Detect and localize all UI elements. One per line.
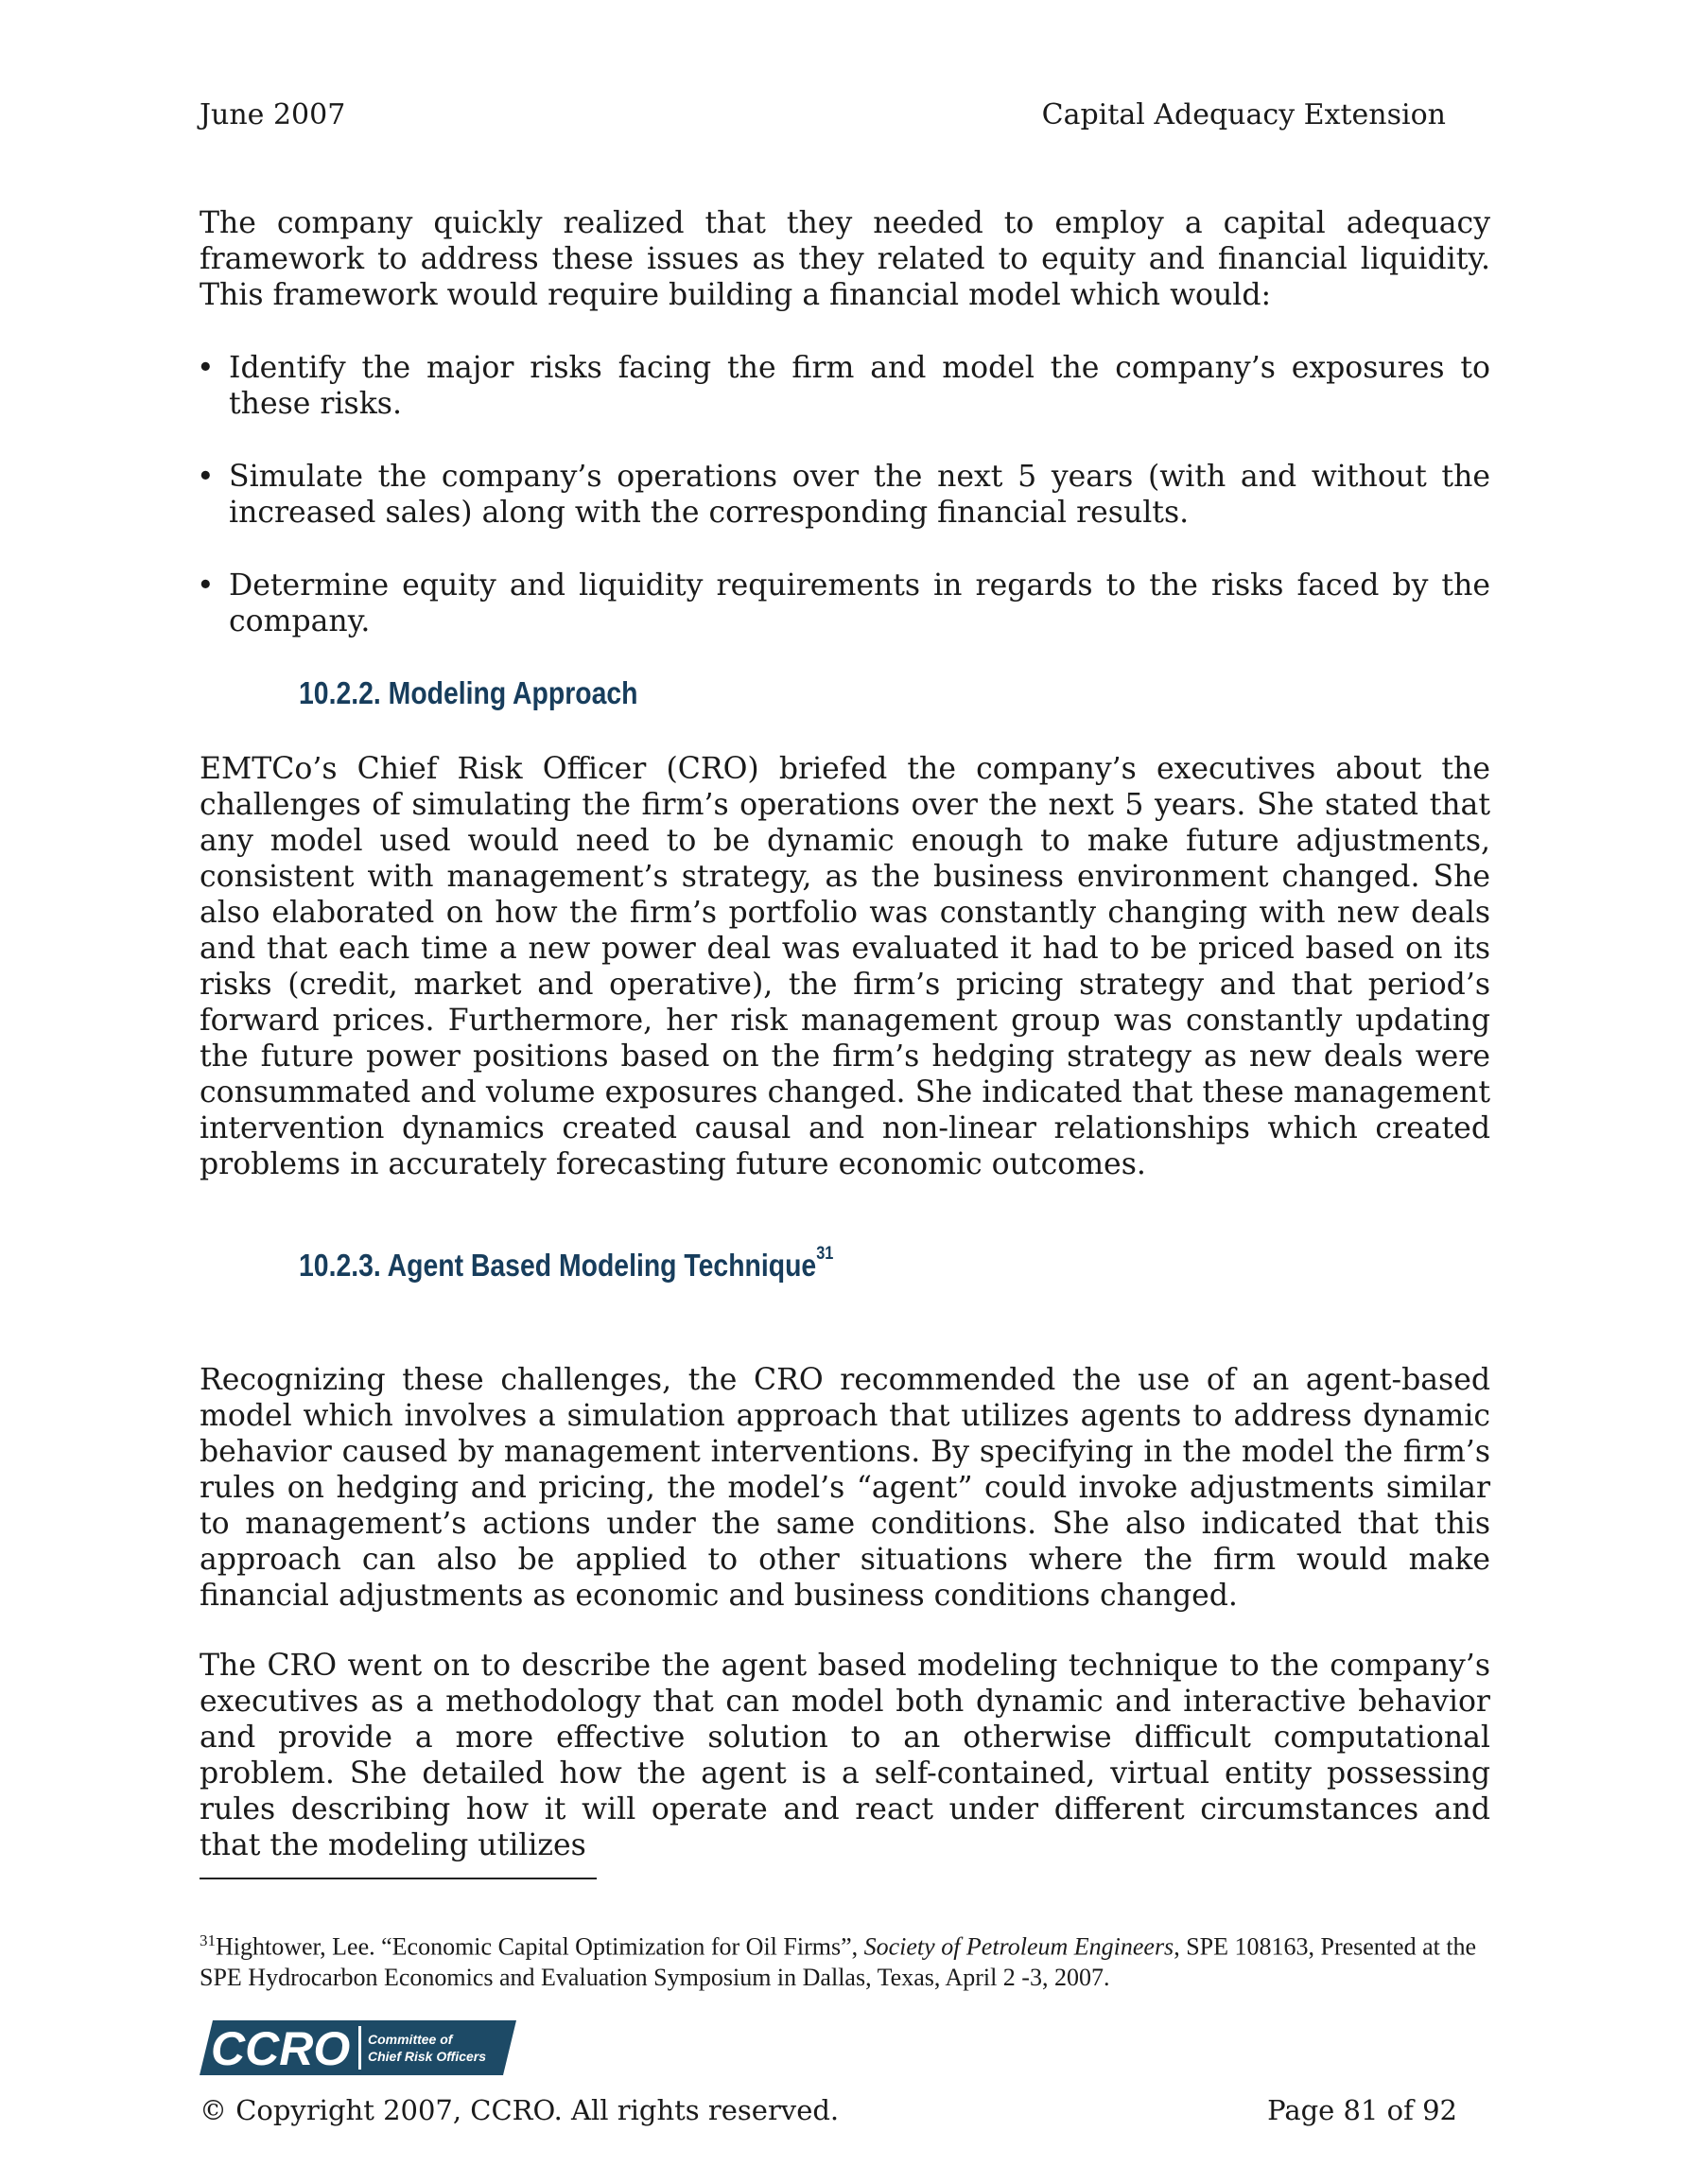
requirements-list bbox=[195, 350, 1490, 676]
ccro-logo-mark bbox=[200, 2020, 516, 2075]
list-item bbox=[195, 568, 1490, 639]
section-heading-modeling-approach: 10.2.2. Modeling Approach bbox=[299, 675, 638, 710]
section-heading-agent-based bbox=[299, 1244, 834, 1284]
agent-based-paragraph-1: Recognizing these challenges, the CRO recommended the use of an agent-based model which involves a simulation approach that utilizes agents to address dynamic behavior caused by management interventions. By specifying in the model the firm’s rules on hedging and pricing, the model’s “agent” could invoke adjustments similar to management’s actions under the same conditions. She also indicated that this approach can also be applied to other situations where the firm would make financial adjustments as economic and business conditions changed. bbox=[200, 1363, 1490, 1613]
list-item bbox=[195, 459, 1490, 531]
footnote-journal: Society of Petroleum Engineers bbox=[863, 1932, 1174, 1961]
bullet-icon: • bbox=[197, 351, 215, 385]
logo-line-2: Chief Risk Officers bbox=[368, 2049, 487, 2064]
section-heading-text: 10.2.3. Agent Based Modeling Technique bbox=[299, 1248, 817, 1283]
list-item bbox=[195, 350, 1490, 422]
footnote-text: Hightower, Lee. “Economic Capital Optimization for Oil Firms”, bbox=[216, 1932, 864, 1961]
agent-based-paragraph-2: The CRO went on to describe the agent based modeling technique to the company’s executives as a methodology that can model both dynamic and interactive behavior and provide a more effective solution to an otherwise difficult computational problem. She detailed how the agent is a self-contained, virtual entity possessing rules describing how it will operate and react under different circumstances and that the modeling utilizes bbox=[200, 1649, 1490, 1862]
footnote-number: 31 bbox=[200, 1931, 216, 1949]
footnote-ref: 31 bbox=[816, 1244, 834, 1264]
intro-paragraph: The company quickly realized that they needed to employ a capital adequacy framework to address these issues as they related to equity and financial liquidity. This framework would require building a financial model which would: bbox=[200, 206, 1490, 312]
copyright-text: © Copyright 2007, CCRO. All rights reserved. bbox=[200, 2094, 840, 2126]
header-title: Capital Adequacy Extension bbox=[1041, 98, 1446, 131]
bullet-icon: • bbox=[197, 460, 215, 494]
modeling-approach-paragraph: EMTCo’s Chief Risk Officer (CRO) briefed the company’s executives about the challenges of simulating the firm’s operations over the next 5 years. She stated that any model used would need to be dynamic enough to make future adjustments, consistent with management’s strategy, as the business environment changed. She also elaborated on how the firm’s portfolio was constantly changing with new deals and that each time a new power deal was evaluated it had to be priced based on its risks (credit, market and operative), the firm’s pricing strategy and that period’s forward prices. Furthermore, her risk management group was constantly updating the future power positions based on the firm’s hedging strategy as new deals were consummated and volume exposures changed. She indicated that these management intervention dynamics created causal and non-linear relationships which created problems in accurately forecasting future economic outcomes. bbox=[200, 752, 1490, 1181]
ccro-logo bbox=[200, 2020, 516, 2080]
footnote-divider bbox=[200, 1878, 597, 1879]
footnote bbox=[200, 1926, 1523, 1993]
page-number: Page 81 of 92 bbox=[1267, 2094, 1457, 2126]
footnote-text-end: , SPE 108163, Presented at the SPE Hydrocarbon Economics and Evaluation Symposium in Dallas, Texas, April 2 -3, 2007. bbox=[200, 1932, 1477, 1991]
bullet-icon: • bbox=[197, 568, 215, 603]
logo-wordmark: CCRO bbox=[211, 2022, 351, 2075]
header-date: June 2007 bbox=[200, 98, 346, 131]
logo-line-1: Committee of bbox=[368, 2032, 453, 2047]
list-item-text: Identify the major risks facing the firm and model the company’s exposures to these risks. bbox=[229, 351, 1490, 421]
list-item-text: Determine equity and liquidity requirements in regards to the risks faced by the company. bbox=[229, 568, 1490, 638]
list-item-text: Simulate the company’s operations over the next 5 years (with and without the increased sales) along with the corresponding financial results. bbox=[229, 460, 1490, 530]
